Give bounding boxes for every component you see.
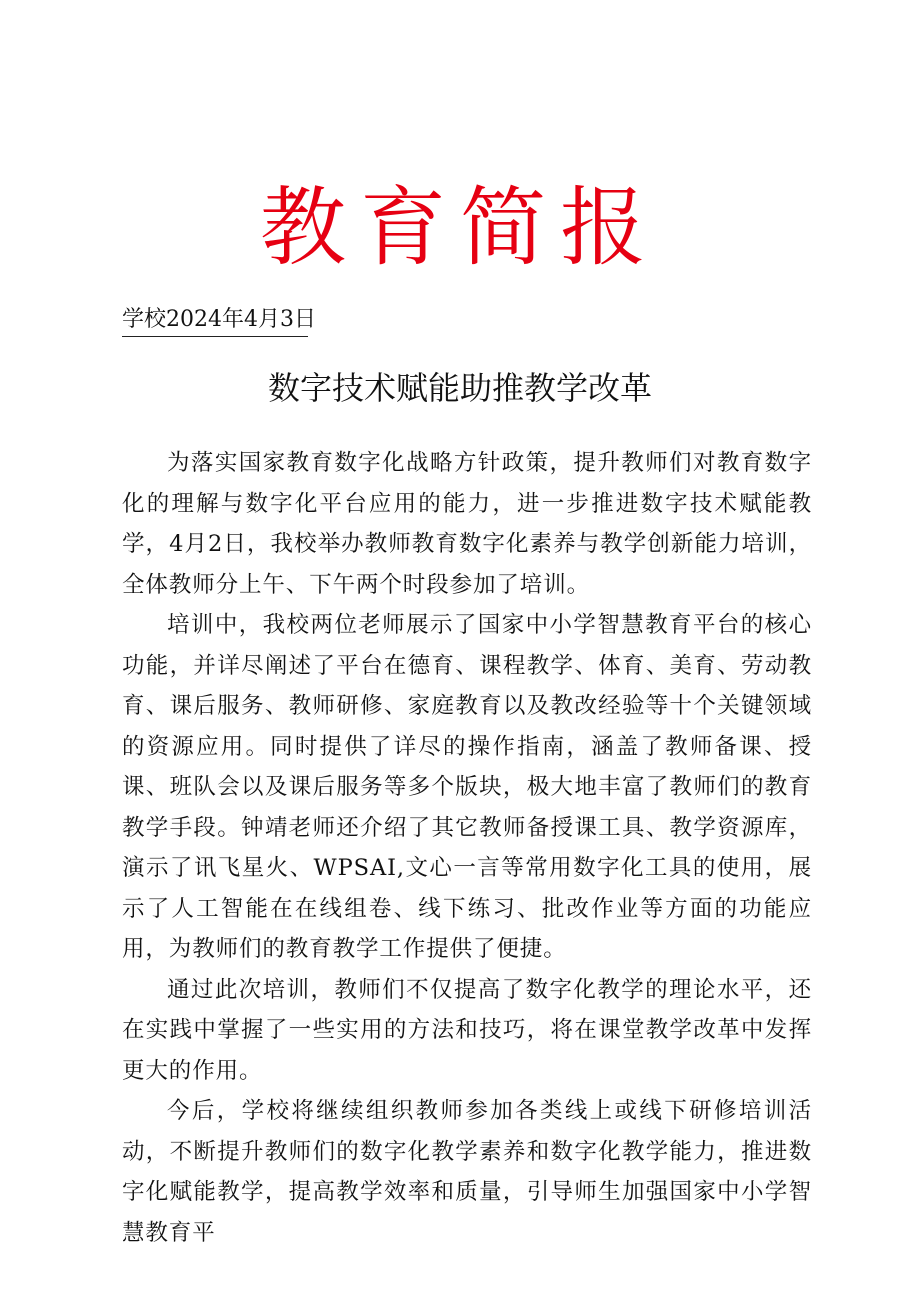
paragraph: 今后，学校将继续组织教师参加各类线上或线下研修培训活动，不断提升教师们的数字化教学素养和数字化教学能力，推进数字化赋能教学，提高教学效率和质量，引导师生加强国家中小学智慧教育平 bbox=[122, 1098, 812, 1246]
masthead-title: 教育简报 bbox=[260, 178, 660, 278]
article-body bbox=[122, 443, 812, 1253]
paragraph: 为落实国家教育数字化战略方针政策，提升教师们对教育数字化的理解与数字化平台应用的能力，进一步推进数字技术赋能教学，4月2日，我校举办教师教育数字化素养与教学创新能力培训，全体教师分上午、下午两个时段参加了培训。 bbox=[122, 450, 812, 598]
paragraph: 培训中，我校两位老师展示了国家中小学智慧教育平台的核心功能，并详尽阐述了平台在德育、课程教学、体育、美育、劳动教育、课后服务、教师研修、家庭教育以及教改经验等十个关键领域的资源应用。同时提供了详尽的操作指南，涵盖了教师备课、授课、班队会以及课后服务等多个版块，极大地丰富了教师们的教育教学手段。钟靖老师还介绍了其它教师备授课工具、教学资源库，演示了讯飞星火、WPSAI,文心一言等常用数字化工具的使用，展示了人工智能在在线组卷、线下练习、批改作业等方面的功能应用，为教师们的教育教学工作提供了便捷。 bbox=[122, 612, 812, 962]
dateline: 学校2024年4月3日 bbox=[122, 306, 308, 337]
article-headline: 数字技术赋能助推教学改革 bbox=[267, 369, 652, 407]
paragraph: 通过此次培训，教师们不仅提高了数字化教学的理论水平，还在实践中掌握了一些实用的方法和技巧，将在课堂教学改革中发挥更大的作用。 bbox=[122, 976, 812, 1084]
